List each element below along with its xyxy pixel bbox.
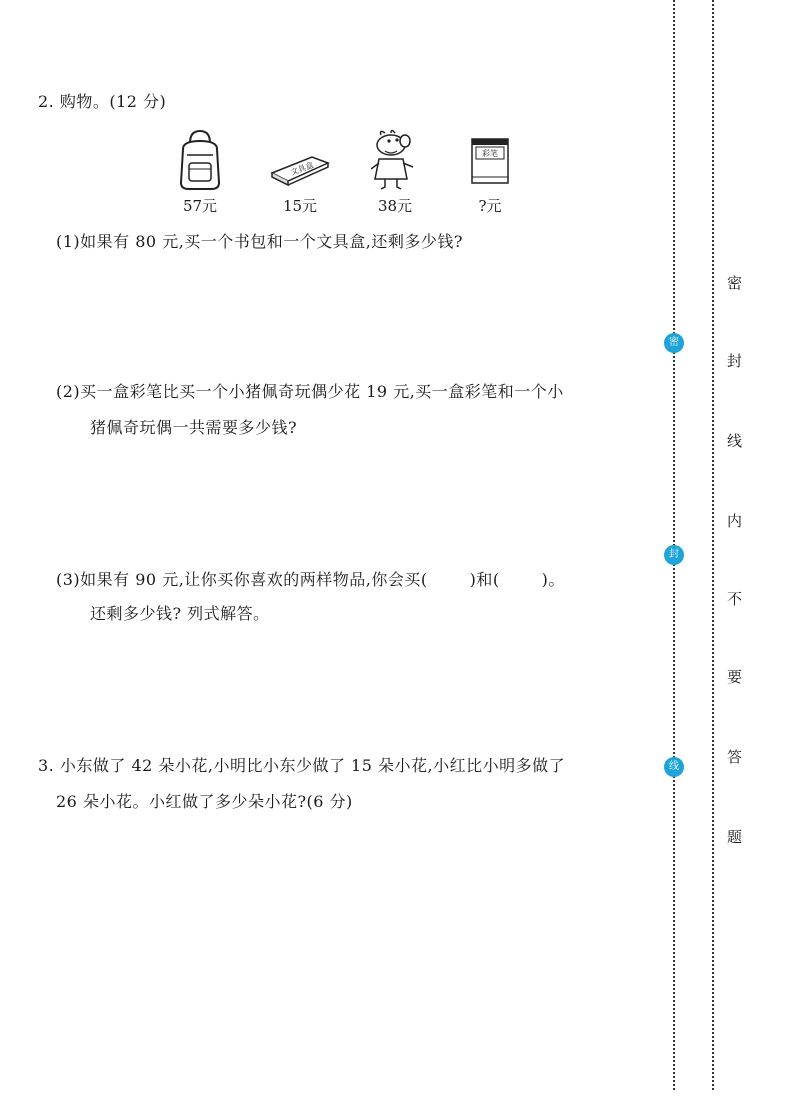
price-backpack: 57元 [182,197,218,215]
question-2-part-3-line-1 [56,570,565,590]
part-3-text-b: )和( [469,570,500,589]
question-2-title: 2. 购物。(12 分) [38,92,167,111]
item-backpack [160,125,240,217]
crayon-box-label: 彩笔 [482,149,498,158]
question-2-part-3-line-2: 还剩多少钱? 列式解答。 [90,604,270,623]
question-3-line-1: 3. 小东做了 42 朵小花,小明比小东少做了 15 朵小花,小红比小明多做了 [38,756,566,775]
question-3-line-2: 26 朵小花。小红做了多少朵小花?(6 分) [56,792,353,811]
binding-line-outer [712,0,714,1090]
crayon-box-icon [468,133,512,187]
seal-char-2: 封 [727,352,743,370]
question-2-part-2-line-2: 猪佩奇玩偶一共需要多少钱? [90,418,298,437]
seal-char-6: 要 [727,668,743,686]
seal-char-1: 密 [727,274,743,292]
backpack-icon [175,129,225,191]
item-pencil-box [260,125,340,217]
item-peppa-toy [355,125,435,217]
seal-marker-3: 线 [664,757,684,777]
seal-char-4: 内 [727,512,743,530]
item-crayon-box [450,125,530,217]
part-3-text-a: (3)如果有 90 元,让你买你喜欢的两样物品,你会买( [56,570,428,589]
seal-char-7: 答 [727,748,743,766]
pencil-box-icon [268,139,332,189]
part-3-text-c: )。 [541,570,565,589]
question-2-part-2-line-1: (2)买一盒彩笔比买一个小猪佩奇玩偶少花 19 元,买一盒彩笔和一个小 [56,382,564,401]
price-pencil-box: 15元 [282,197,318,215]
price-crayon-box: ?元 [478,197,502,215]
seal-char-8: 题 [727,828,743,846]
peppa-pig-toy-icon [371,129,419,191]
question-2-part-1: (1)如果有 80 元,买一个书包和一个文具盒,还剩多少钱? [56,232,463,251]
seal-char-5: 不 [727,590,743,608]
seal-char-3: 线 [727,432,743,450]
pencil-box-label: 文具盒 [289,160,315,178]
shopping-items [160,125,540,217]
seal-marker-1: 密 [664,333,684,353]
seal-marker-2: 封 [664,545,684,565]
price-peppa-toy: 38元 [377,197,413,215]
